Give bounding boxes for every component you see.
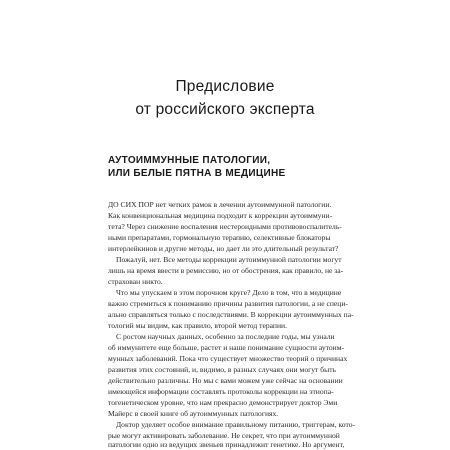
body-line: страхован никто. [108, 277, 163, 286]
body-line: тета? Через снижение воспаления нестероидными противовоспалитель- [108, 222, 342, 231]
body-line: лишь на время ввести в ремиссию, но от обострения, как правило, не за- [108, 266, 344, 275]
body-line: мунных заболеваний. Пока что существует множество теорий о причинах [108, 354, 348, 363]
body-line: Майерс в своей книге об аутоиммунных патологиях. [108, 409, 279, 418]
body-line: Как конвенциональная медицина подходит к коррекции аутоиммуни- [108, 211, 333, 220]
body-line: тологий мы видим, как правило, второй метод терапии. [108, 321, 287, 330]
body-line: С ростом научных данных, особенно за последние годы, мы узнали [116, 332, 335, 341]
body-line: рые могут активировать заболевание. Не секрет, что при аутоиммунной [108, 431, 340, 440]
body-line: патологии одно из ведущих звеньев принадлежит генетике. Но аргумент, [108, 440, 345, 449]
body-line: ными препаратами, гормональную терапию, селективные блокаторы [108, 233, 331, 242]
body-line: Что мы упускаем в этом порочном круге? Дело в том, что в медицине [116, 288, 342, 297]
section-title-line1: АУТОИММУННЫЕ ПАТОЛОГИИ, [108, 155, 271, 166]
body-line: об иммунитете еще больше, растет и наше понимание сущности аутоим- [108, 343, 345, 352]
body-line: ально справляться только с последствиями. В коррекции аутоиммунных па- [108, 310, 354, 319]
body-line: важно стремиться к пониманию причины развития патологии, а не специ- [108, 299, 348, 308]
body-line: Пожалуй, нет. Все методы коррекции аутоиммунной патологии могут [116, 255, 342, 264]
preface-title-line1: Предисловие [175, 78, 275, 95]
body-line: тогенетическом уровне, что нам прекрасно демонстрирует доктор Эми [108, 398, 338, 407]
body-line: имеющейся информации составлять протоколы коррекции на этиопа- [108, 387, 334, 396]
body-line: интерлейкинов и другие методы, но дает ли это длительный результат? [108, 244, 339, 253]
body-line: развития этих состояний, и, видимо, в разных случаях они могут быть [108, 365, 336, 374]
preface-title-line2: от российского эксперта [135, 101, 315, 118]
body-line: ДО СИХ ПОР нет четких рамок в лечении аутоиммунной патологии. [108, 200, 332, 209]
section-title-line2: ИЛИ БЕЛЫЕ ПЯТНА В МЕДИЦИНЕ [108, 168, 286, 179]
body-line: действительно различны. Но мы с вами можем уже сейчас на основании [108, 376, 343, 385]
body-line: Доктор уделяет особое внимание правильному питанию, триггерам, кото- [116, 420, 356, 429]
